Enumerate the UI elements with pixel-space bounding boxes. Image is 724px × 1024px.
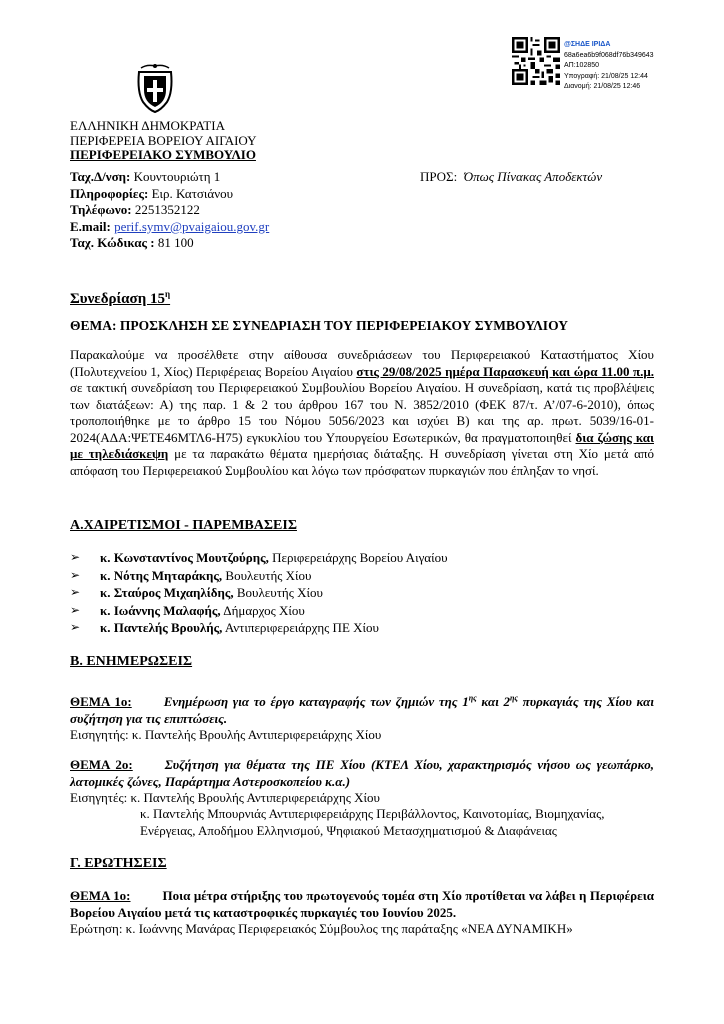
topic-rapporteur: Εισηγητής: κ. Παντελής Βρουλής Αντιπεριφερειάρχης Χίου [70, 727, 382, 743]
meeting-date: στις 29/08/2025 ημέρα Παρασκευή και ώρα 11.00 π.μ. [356, 363, 654, 379]
topic-c1 [70, 888, 654, 938]
list-item: ➢ κ. Νότης Μηταράκης, Βουλευτής Χίου [70, 567, 312, 583]
distribution-date: Διανομή: 21/08/25 12:46 [564, 83, 641, 90]
subject-line: ΘΕΜΑ: ΠΡΟΣΚΛΗΣΗ ΣΕ ΣΥΝΕΔΡΙΑΣΗ ΤΟΥ ΠΕΡΙΦΕΡΕΙΑΚΟΥ ΣΥΜΒΟΥΛΙΟΥ [70, 318, 568, 333]
topic-number: ΘΕΜΑ 1ο: [70, 888, 131, 903]
arrow-bullet-icon: ➢ [70, 620, 81, 634]
topic-rapporteur: Εισηγητές: κ. Παντελής Βρουλής Αντιπεριφερειάρχης Χίου [70, 790, 380, 805]
recipients-label: ΠΡΟΣ: [420, 169, 458, 184]
session-title: Συνεδρίαση $15^\eta$ [70, 289, 171, 307]
arrow-bullet-icon: ➢ [70, 602, 81, 617]
list-item: ➢ κ. Κωνσταντίνος Μουτζούρης, Περιφερειάρχης Βορείου Αιγαίου [70, 550, 448, 565]
list-item: ➢ κ. Σταύρος Μιχαηλίδης, Βουλευτής Χίου [70, 585, 323, 600]
recipients-value: Όπως Πίνακας Αποδεκτών [463, 169, 603, 184]
org-region: ΠΕΡΙΦΕΡΕΙΑ ΒΟΡΕΙΟΥ ΑΙΓΑΙΟΥ [70, 132, 257, 148]
signature-system-title: @ΣΗΔΕ ΙΡΙΔΑ [564, 41, 611, 48]
protocol-number: ΑΠ:102850 [564, 62, 600, 69]
phone-line: Τηλέφωνο: 2251352122 [70, 202, 200, 218]
organization-header [70, 119, 257, 163]
signature-date: Υπογραφή: 21/08/25 12:44 [564, 72, 648, 80]
topic-text: Ποια μέτρα στήριξης του πρωτογενούς τομέα στη Χίο προτίθεται να λάβει η Περιφέρεια Βορείου Αιγαίου μετά τις καταστροφικές πυρκαγιές του Ιουνίου 2025. [70, 888, 654, 920]
signature-metadata [564, 40, 654, 93]
arrow-bullet-icon: ➢ [70, 550, 81, 564]
arrow-bullet-icon: ➢ [70, 567, 81, 582]
intro-paragraph: Παρακαλούμε να προσέλθετε στην αίθουσα συνεδριάσεων του Περιφερειακού Καταστήματος Χίου (Πολυτεχνείου 1, Χίος) Περιφέρειας Βορείου Αιγαίου στις 29/08/2025 ημέρα Παρασκευή και ώρα 11.00 π.μ. σε τακτική συνεδρίαση του Περιφερειακού Συμβουλίου Βορείου Αιγαίου. Η συνεδρίαση, κατά τις προβλέψεις των διατάξεων: Α) της παρ. 1 & 2 του άρθρου 167 του Ν. 3852/2010 (ΦΕΚ 87/τ. Α’/07-6-2010), όπως τροποποιήθηκε με το άρθρο 15 του Νόμου 5056/2023 και ισχύει Β) και της αρ. πρωτ. 5039/16-01-2024(ΑΔΑ:ΨΕΤΕ46ΜΤΛ6-Η75) εγκυκλίου του Υπουργείου Εσωτερικών, θα πραγματοποιηθεί δια ζώσης και με τηλεδιάσκεψη με τα παρακάτω θέματα ημερήσιας διάταξης. Η συνεδρίαση γίνεται στη Χίο μετά από απόφαση του Περιφερειακού Συμβουλίου και λόγω των πρόσφατων πυρκαγιών που έπληξαν το νησί. [70, 347, 655, 478]
arrow-bullet-icon: ➢ [70, 585, 81, 599]
recipients-line [420, 169, 602, 185]
document-hash: 68a6ea6b9f068df76b349643 [564, 51, 654, 59]
topic-text: Συζήτηση για θέματα της ΠΕ Χίου (ΚΤΕΛ Χίου, χαρακτηρισμός νήσου ως γεωπάρκο, λατομικές ζώνες, Παράρτημα Αστεροσκοπείου κ.α.) [70, 757, 654, 789]
address-line: Ταχ.Δ/νση: Κουντουριώτη 1 [70, 169, 221, 184]
zip-line: Ταχ. Κώδικας : 81 100 [70, 235, 194, 251]
list-item: ➢ κ. Παντελής Βρουλής, Αντιπεριφερειάρχης ΠΕ Χίου [70, 620, 379, 635]
list-item: ➢ κ. Ιωάννης Μαλαφής, Δήμαρχος Χίου [70, 602, 305, 618]
topic-rapporteur-second: κ. Παντελής Μπουρνιάς Αντιπεριφερειάρχης Περιβάλλοντος, Καινοτομίας, Βιομηχανίας, Ενέργειας, Αποδήμου Ελληνισμού, Ψηφιακού Μετασχηματισμού & Διαφάνειας [140, 806, 605, 838]
section-a-title: Α.ΧΑΙΡΕΤΙΣΜΟΙ - ΠΑΡΕΜΒΑΣΕΙΣ [70, 518, 297, 533]
topic-b1 [70, 691, 654, 744]
section-c-title: Γ. ΕΡΩΤΗΣΕΙΣ [70, 856, 167, 871]
email-link[interactable]: perif.symv@pvaigaiou.gov.gr [114, 218, 270, 234]
topic-text: Ενημέρωση για το έργο καταγραφής των ζημιών της $1^{\eta\varsigma}$ και $2^{\eta\varsigma}$ πυρκαγιάς της Χίου και συζήτηση για τις επιπτώσεις. [70, 694, 654, 726]
topic-number: ΘΕΜΑ 1ο: [70, 694, 132, 710]
topic-question: Ερώτηση: κ. Ιωάννης Μανάρας Περιφερειακός Σύμβουλος της παράταξης «ΝΕΑ ΔΥΝΑΜΙΚΗ» [70, 921, 573, 936]
coat-of-arms-emblem [133, 62, 177, 114]
contact-block [70, 169, 269, 252]
info-line: Πληροφορίες: Ειρ. Κατσιάνου [70, 185, 234, 201]
meeting-mode: δια ζώσης και με τηλεδιάσκεψη [70, 429, 655, 461]
qr-code-icon [512, 37, 560, 85]
topic-b2 [70, 757, 654, 807]
org-republic: ΕΛΛΗΝΙΚΗ ΔΗΜΟΚΡΑΤΙΑ [70, 118, 225, 133]
section-b-title: Β. ΕΝΗΜΕΡΩΣΕΙΣ [70, 654, 193, 669]
org-council: ΠΕΡΙΦΕΡΕΙΑΚΟ ΣΥΜΒΟΥΛΙΟ [70, 147, 256, 162]
greetings-list [70, 549, 448, 637]
email-line: E.mail: perif.symv@pvaigaiou.gov.gr [70, 218, 270, 234]
topic-number: ΘΕΜΑ 2ο: [70, 757, 133, 772]
